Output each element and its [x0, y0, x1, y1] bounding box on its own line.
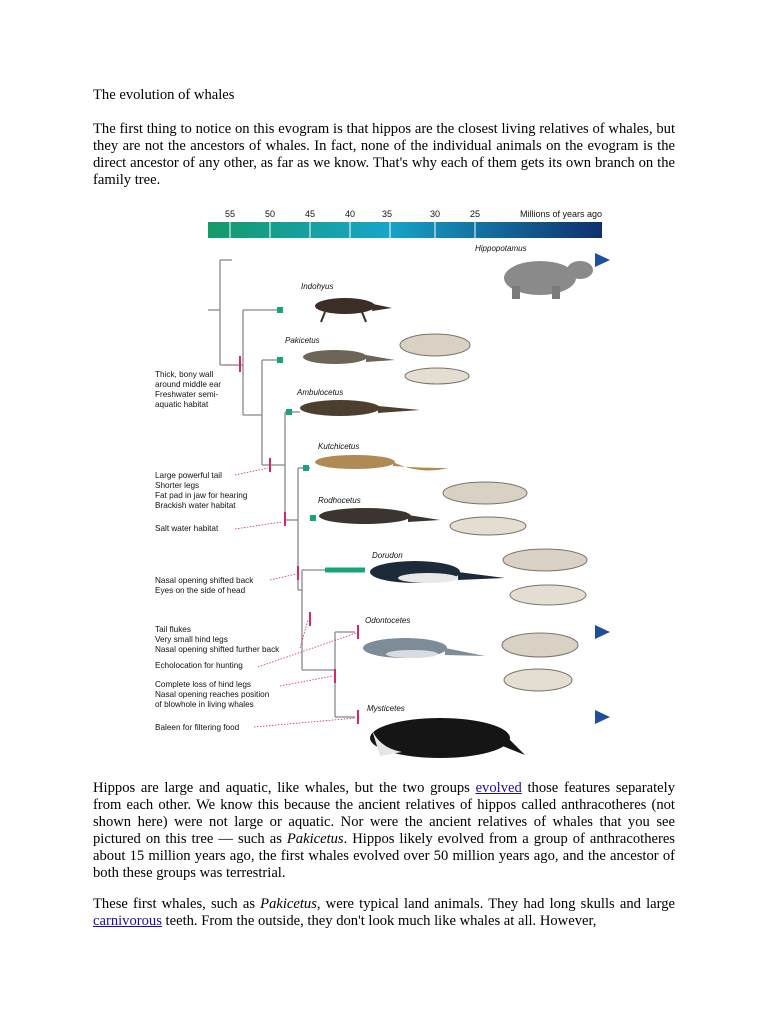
taxon-rodhocetus: Rodhocetus — [318, 496, 361, 505]
trait-8-line-1: Baleen for filtering food — [155, 723, 240, 732]
mysticete-whale-illustration — [370, 718, 525, 758]
dorudon-illustration — [370, 561, 505, 583]
intro-paragraph: The first thing to notice on this evogram is that hippos are the closest living relatives of whales, but they are not the ancestors of whales. In fact, none of the individual animals on the evogram is the direct ancestor of any other, as far as we know. That's why each of them gets its own branch on the family tree. — [93, 121, 675, 188]
indohyus-illustration — [315, 298, 392, 322]
trait-1-line-1: Thick, bony wall — [155, 370, 214, 379]
trait-3-line-1: Salt water habitat — [155, 524, 219, 533]
tick-25: 25 — [469, 209, 481, 219]
trait-2-line-3: Fat pad in jaw for hearing — [155, 491, 248, 500]
taxon-kutchicetus: Kutchicetus — [318, 442, 360, 451]
taxon-ambulocetus: Ambulocetus — [297, 388, 344, 397]
taxon-dorudon: Dorudon — [372, 551, 403, 560]
rodhocetus-illustration — [319, 508, 440, 524]
trait-1-line-4: aquatic habitat — [155, 400, 209, 409]
tick-30: 30 — [429, 209, 441, 219]
trait-7-line-3: of blowhole in living whales — [155, 700, 254, 709]
pakicetus-illustration — [303, 350, 395, 364]
trait-7-line-1: Complete loss of hind legs — [155, 680, 252, 689]
trait-2-line-2: Shorter legs — [155, 481, 200, 490]
taxon-pakicetus: Pakicetus — [285, 336, 320, 345]
odontocete-skull-illustration — [502, 633, 578, 691]
trait-1-line-3: Freshwater semi- — [155, 390, 219, 399]
trait-5-line-2: Very small hind legs — [155, 635, 228, 644]
carnivorous-link[interactable]: carnivorous — [93, 913, 162, 929]
first-whales-paragraph: These first whales, such as Pakicetus, were typical land animals. They had long skulls and large carnivorous teeth. From the outside, they don't look much like whales at all. However, — [93, 896, 675, 929]
trait-5-line-3: Nasal opening shifted further back — [155, 645, 280, 654]
taxon-mysticetes: Mysticetes — [367, 704, 405, 713]
timescale-bar — [208, 222, 602, 238]
ambulocetus-illustration — [300, 400, 420, 416]
trait-2-line-4: Brackish water habitat — [155, 501, 236, 510]
trait-leaders — [225, 365, 356, 727]
trait-4-line-1: Nasal opening shifted back — [155, 576, 254, 585]
trait-7-line-2: Nasal opening reaches position — [155, 690, 270, 699]
whale-evogram-figure — [140, 200, 620, 770]
taxon-hippopotamus: Hippopotamus — [475, 244, 527, 253]
evolved-link[interactable]: evolved — [475, 780, 522, 796]
taxon-odontocetes: Odontocetes — [365, 616, 411, 625]
odontocete-dolphin-illustration — [363, 638, 485, 658]
hippos-paragraph: Hippos are large and aquatic, like whales, but the two groups evolved those features separately from each other. We know this because the ancient relatives of hippos called anthracotheres (not shown here) were not large or aquatic. Nor were the ancient relatives of whales that you see pictured on this tree — such as Pakicetus. Hippos likely evolved from a group of anthracotheres about 15 million years ago, the first whales evolved over 50 million years ago, and the ancestor of both these groups was terrestrial. — [93, 780, 675, 881]
tick-55: 55 — [224, 209, 236, 219]
taxon-indohyus: Indohyus — [301, 282, 334, 291]
rodhocetus-skull-illustration — [443, 482, 527, 535]
arrowheads — [595, 253, 610, 724]
trait-6-line-1: Echolocation for hunting — [155, 661, 243, 670]
trait-4-line-2: Eyes on the side of head — [155, 586, 246, 595]
tick-50: 50 — [264, 209, 276, 219]
tick-35: 35 — [381, 209, 393, 219]
hippopotamus-illustration — [504, 261, 593, 299]
tick-45: 45 — [304, 209, 316, 219]
trait-1-line-2: around middle ear — [155, 380, 221, 389]
pakicetus-skull-illustration — [400, 334, 470, 384]
page-title: The evolution of whales — [93, 87, 235, 103]
trait-2-line-1: Large powerful tail — [155, 471, 222, 480]
trait-5-line-1: Tail flukes — [155, 625, 191, 634]
tick-40: 40 — [344, 209, 356, 219]
dorudon-skull-illustration — [503, 549, 587, 605]
kutchicetus-illustration — [315, 455, 448, 470]
timescale-unit-label: Millions of years ago — [520, 209, 603, 219]
